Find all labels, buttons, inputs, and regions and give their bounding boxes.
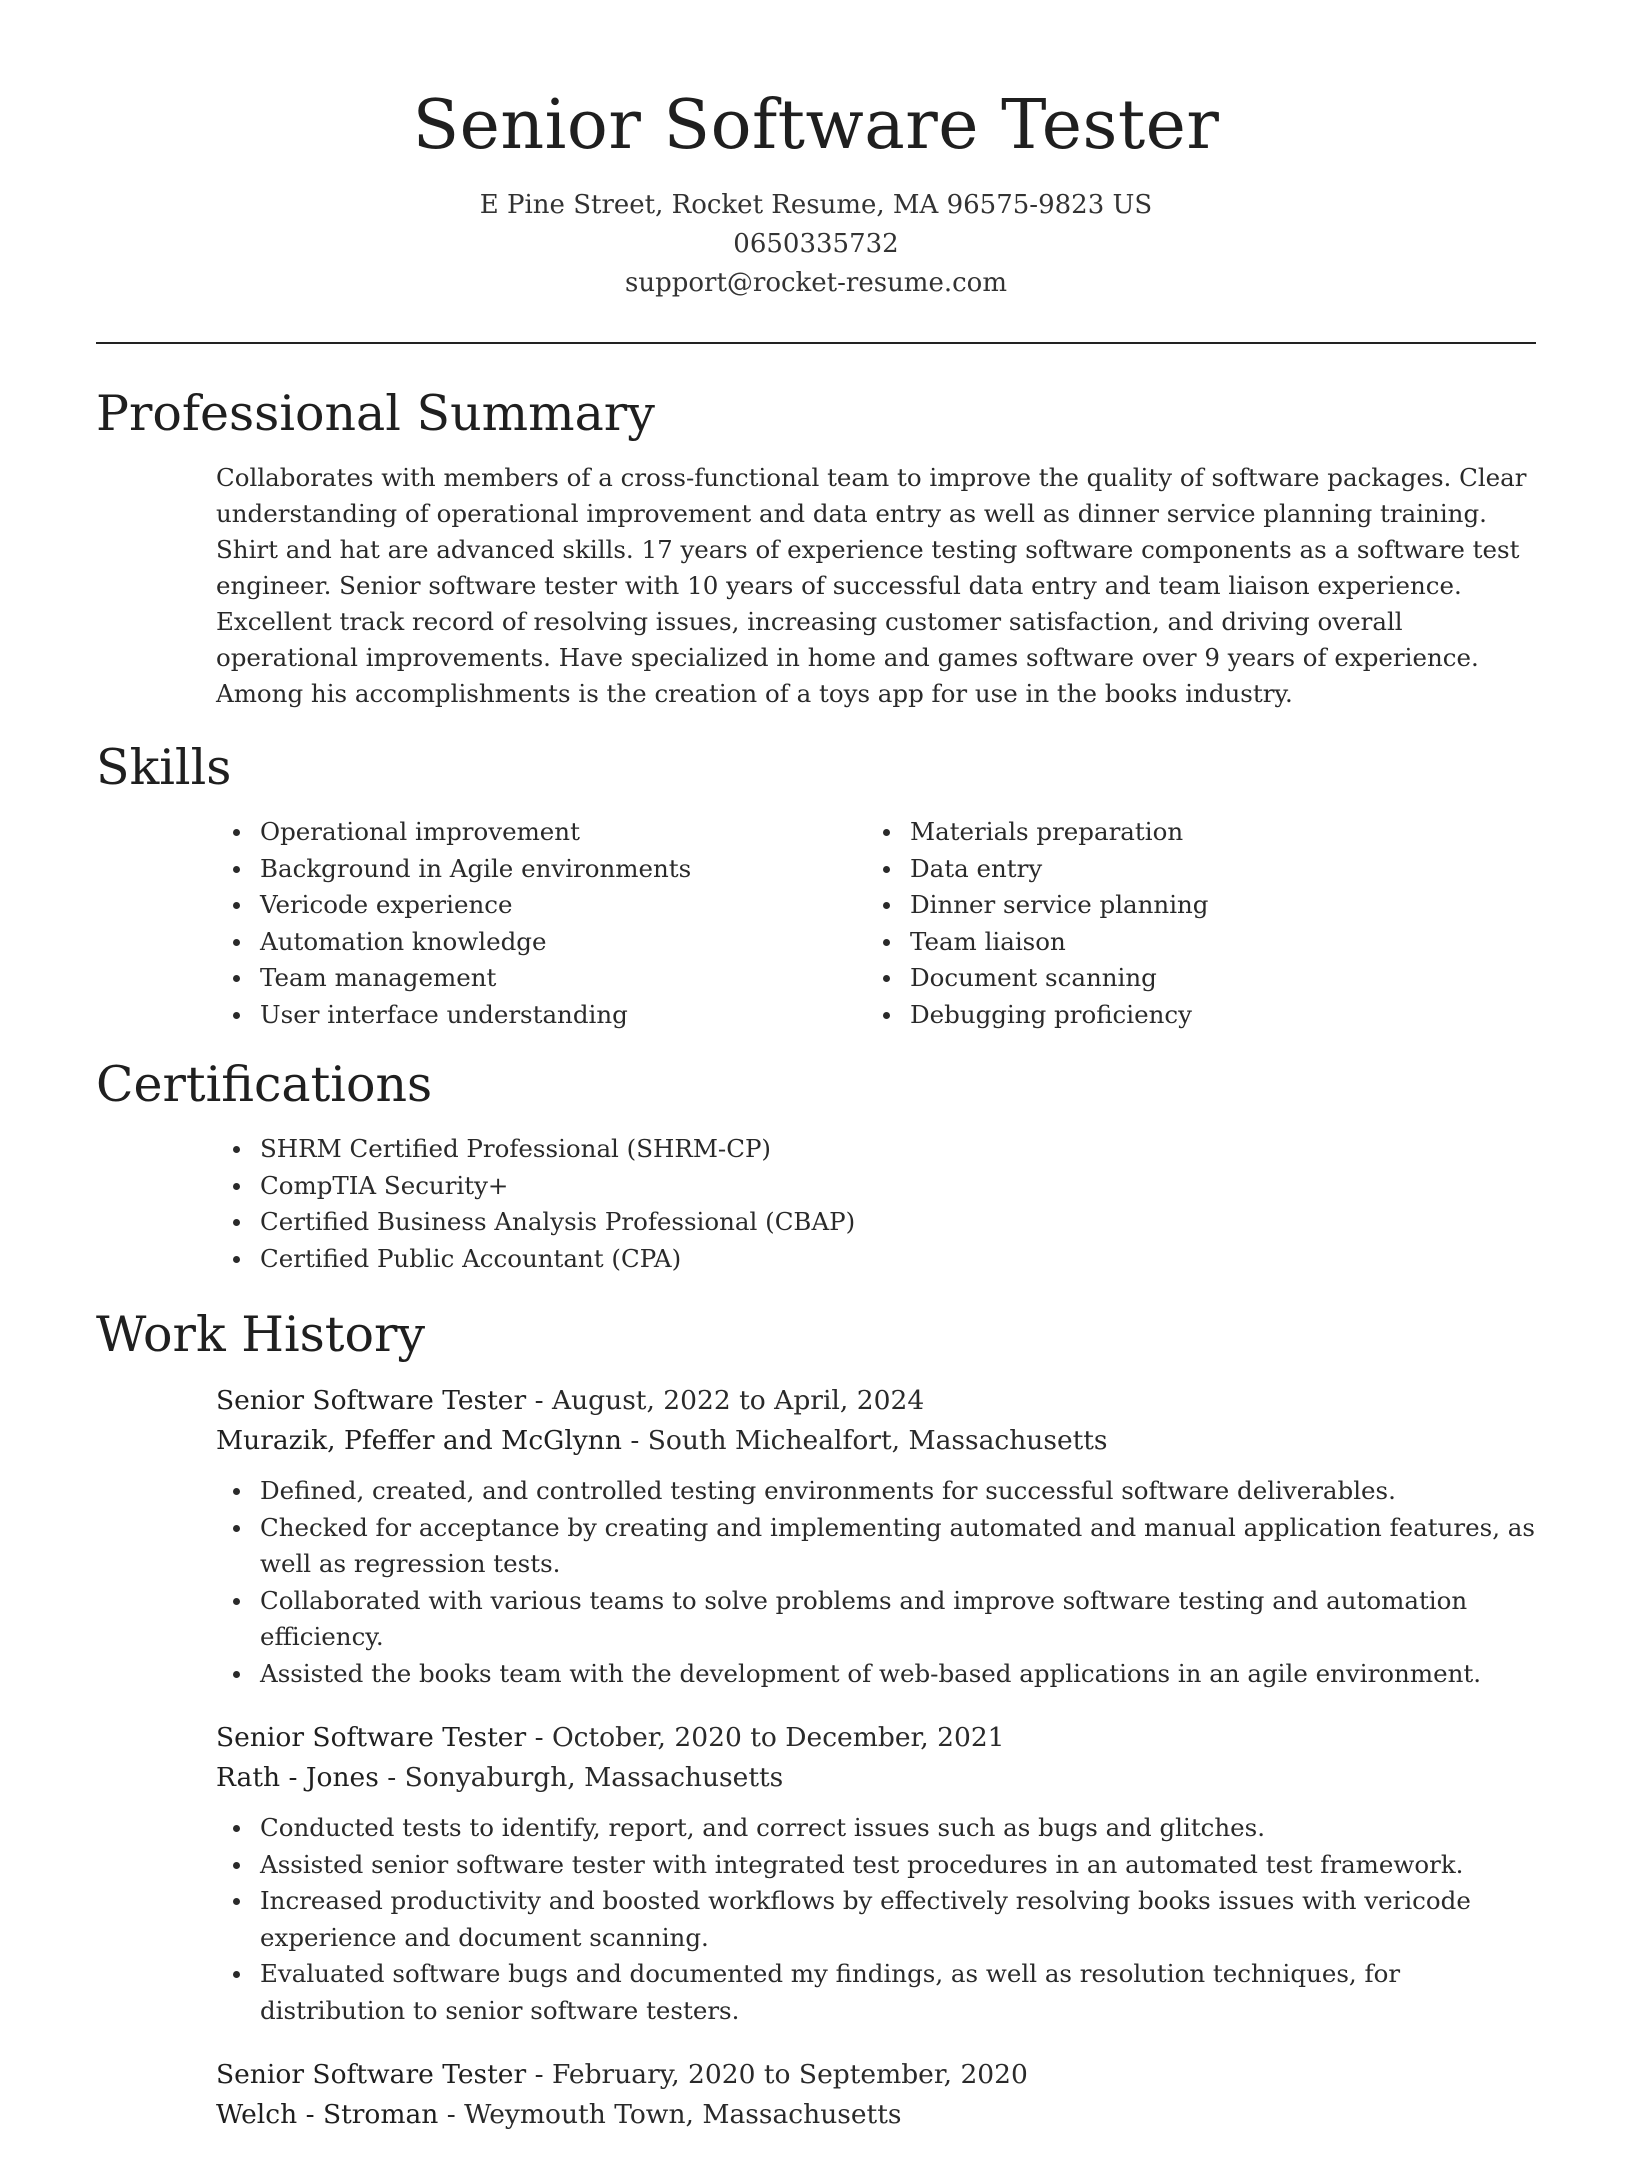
job-company: Welch - Stroman bbox=[216, 2099, 439, 2130]
summary-heading: Professional Summary bbox=[96, 385, 655, 442]
job-duty: Increased productivity and boosted workflows by effectively resolving books issues with vericode experience and document scanning. bbox=[216, 1883, 1536, 1956]
skill-item: Automation knowledge bbox=[216, 924, 866, 961]
header-divider bbox=[96, 342, 1536, 344]
skill-item: Data entry bbox=[866, 851, 1516, 888]
job-entry bbox=[216, 1718, 1536, 2029]
job-duty: Collaborated with various teams to solve problems and improve software testing and automation efficiency. bbox=[216, 1583, 1536, 1656]
job-title: Senior Software Tester bbox=[216, 1385, 527, 1416]
skill-item: Debugging proficiency bbox=[866, 997, 1516, 1034]
contact-address: E Pine Street, Rocket Resume, MA 96575-9823 US bbox=[479, 190, 1153, 220]
certifications-list bbox=[216, 1131, 1536, 1277]
skills-list-right bbox=[866, 814, 1516, 1033]
skill-item: Team management bbox=[216, 960, 866, 997]
contact-email: support@rocket-resume.com bbox=[624, 268, 1007, 298]
skills-column-right bbox=[866, 814, 1516, 1033]
job-duty: Assisted senior software tester with integrated test procedures in an automated test framework. bbox=[216, 1847, 1536, 1884]
contact-phone: 0650335732 bbox=[733, 229, 899, 259]
skill-item: User interface understanding bbox=[216, 997, 866, 1034]
skills-grid bbox=[216, 814, 1536, 1033]
summary-text: Collaborates with members of a cross-functional team to improve the quality of software packages. Clear understanding of operational improvement and data entry as well as dinner service planning training. Shirt and hat are advanced skills. 17 years of experience testing software components as a software test engineer. Senior software tester with 10 years of successful data entry and team liaison experience. Excellent track record of resolving issues, increasing customer satisfaction, and driving overall operational improvements. Have specialized in home and games software over 9 years of experience. Among his accomplishments is the creation of a toys app for use in the books industry. bbox=[216, 463, 1527, 708]
job-title: Senior Software Tester bbox=[216, 1722, 527, 1753]
skill-item: Document scanning bbox=[866, 960, 1516, 997]
skills-heading: Skills bbox=[96, 739, 232, 796]
job-title-line bbox=[216, 1718, 1536, 1758]
certification-item: Certified Public Accountant (CPA) bbox=[216, 1241, 1536, 1278]
job-duties-list bbox=[216, 1473, 1536, 1692]
job-company-line bbox=[216, 1421, 1536, 1461]
certification-item: SHRM Certified Professional (SHRM-CP) bbox=[216, 1131, 1536, 1168]
job-company: Murazik, Pfeffer and McGlynn bbox=[216, 1425, 622, 1456]
job-duty: Assisted the books team with the development of web-based applications in an agile environment. bbox=[216, 1656, 1536, 1693]
job-duty: Checked for acceptance by creating and implementing automated and manual application features, as well as regression tests. bbox=[216, 1510, 1536, 1583]
job-title-line bbox=[216, 1381, 1536, 1421]
job-location: - Weymouth Town, Massachusetts bbox=[438, 2099, 902, 2130]
job-dates: - February, 2020 to September, 2020 bbox=[526, 2059, 1028, 2090]
job-duty: Conducted tests to identify, report, and correct issues such as bugs and glitches. bbox=[216, 1810, 1536, 1847]
summary-section bbox=[96, 384, 1536, 712]
job-title-line bbox=[216, 2055, 1536, 2095]
job-entry bbox=[216, 2055, 1536, 2135]
work-history-heading: Work History bbox=[96, 1306, 426, 1363]
job-duty: Defined, created, and controlled testing environments for successful software deliverables. bbox=[216, 1473, 1536, 1510]
job-location: - South Michealfort, Massachusetts bbox=[621, 1425, 1108, 1456]
certification-item: Certified Business Analysis Professional (CBAP) bbox=[216, 1204, 1536, 1241]
certification-item: CompTIA Security+ bbox=[216, 1168, 1536, 1205]
skills-section bbox=[96, 738, 1536, 1033]
job-dates: - October, 2020 to December, 2021 bbox=[526, 1722, 1005, 1753]
work-history-section bbox=[96, 1305, 1536, 2135]
job-duties-list bbox=[216, 1810, 1536, 2029]
candidate-name: Senior Software Tester bbox=[412, 86, 1220, 165]
job-company: Rath - Jones bbox=[216, 1762, 379, 1793]
job-dates: - August, 2022 to April, 2024 bbox=[526, 1385, 925, 1416]
job-entry bbox=[216, 1381, 1536, 1692]
certifications-section bbox=[96, 1055, 1536, 1277]
certifications-heading: Certifications bbox=[96, 1056, 433, 1113]
skills-list-left bbox=[216, 814, 866, 1033]
job-company-line bbox=[216, 1758, 1536, 1798]
resume-body bbox=[96, 384, 1536, 2161]
job-duty: Evaluated software bugs and documented my findings, as well as resolution techniques, for distribution to senior software testers. bbox=[216, 1956, 1536, 2029]
skill-item: Vericode experience bbox=[216, 887, 866, 924]
skill-item: Operational improvement bbox=[216, 814, 866, 851]
contact-block bbox=[96, 186, 1536, 303]
job-company-line bbox=[216, 2095, 1536, 2135]
skills-column-left bbox=[216, 814, 866, 1033]
skill-item: Team liaison bbox=[866, 924, 1516, 961]
resume-header bbox=[96, 84, 1536, 303]
job-location: - Sonyaburgh, Massachusetts bbox=[378, 1762, 784, 1793]
job-title: Senior Software Tester bbox=[216, 2059, 527, 2090]
skill-item: Dinner service planning bbox=[866, 887, 1516, 924]
skill-item: Materials preparation bbox=[866, 814, 1516, 851]
skill-item: Background in Agile environments bbox=[216, 851, 866, 888]
